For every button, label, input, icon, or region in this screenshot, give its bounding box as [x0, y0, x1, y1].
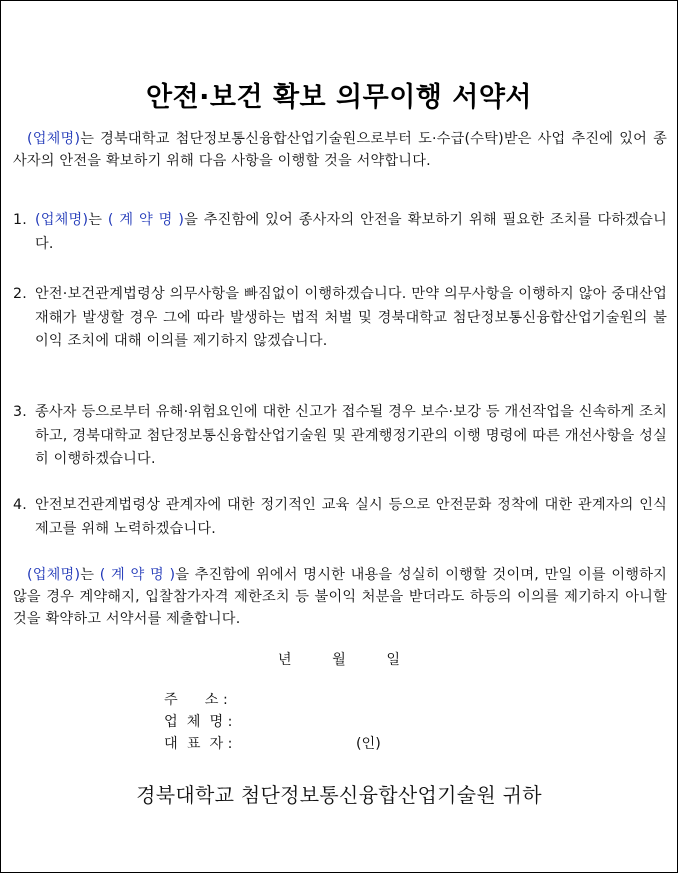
- item-number: 1.: [13, 212, 27, 228]
- item-number: 2.: [13, 286, 27, 302]
- company-placeholder: (업체명): [35, 212, 89, 228]
- item-text-part: 는: [88, 212, 108, 228]
- item-number: 4.: [13, 497, 27, 513]
- date-line: [1, 649, 677, 669]
- contract-placeholder: ( 계 약 명 ): [99, 567, 176, 583]
- company-name-label: 업 체 명 :: [164, 714, 233, 730]
- document-title: 안전·보건 확보 의무이행 서약서: [145, 82, 533, 113]
- intro-text: 는 경북대학교 첨단정보통신융합산업기술원으로부터 도·수급(수탁)받은 사업 추진에 있어 종사자의 안전을 확보하기 위해 다음 사항을 이행할 것을 서약합니다.: [13, 131, 667, 169]
- intro-paragraph: [13, 128, 667, 172]
- representative-label: 대 표 자 :: [164, 736, 233, 752]
- list-item-2: [13, 283, 667, 354]
- item-text: 안전보건관계법령상 관계자에 대한 정기적인 교육 실시 등으로 안전문화 정착에 대한 관계자의 인식 제고를 위해 노력하겠습니다.: [35, 497, 667, 537]
- company-placeholder: (업체명): [27, 131, 81, 147]
- list-item-1: [13, 209, 667, 256]
- list-item-4: [13, 494, 667, 541]
- item-number: 3.: [13, 404, 27, 420]
- list-item-3: [13, 401, 667, 472]
- address-label: 주 소 :: [164, 692, 228, 708]
- item-text: 안전·보건관계법령상 의무사항을 빠짐없이 이행하겠습니다. 만약 의무사항을 이행하지 않아 중대산업재해가 발생할 경우 그에 따라 발생하는 법적 처벌 및 경북대학교 첨단정보통신융합산업기술원의 불이익 조치에 대해 이의를 제기하지 않겠습니다.: [35, 286, 667, 349]
- recipient: 경북대학교 첨단정보통신융합산업기술원 귀하: [136, 783, 542, 807]
- date-year: 년: [277, 652, 292, 668]
- closing-text-part: 는: [80, 567, 100, 583]
- seal-mark: (인): [356, 736, 381, 752]
- closing-paragraph: [13, 564, 667, 630]
- date-day: 일: [386, 652, 401, 668]
- contract-placeholder: ( 계 약 명 ): [107, 212, 185, 228]
- closing-text: 을 추진함에 위에서 명시한 내용을 성실히 이행할 것이며, 만일 이를 이행하지 않을 경우 계약해지, 입찰참가자격 제한조치 등 불이익 처분을 받더라도 하등의 이의를 제기하지 아니할 것을 확약하고 서약서를 제출합니다.: [13, 567, 668, 627]
- item-text: 을 추진함에 있어 종사자의 안전을 확보하기 위해 필요한 조치를 다하겠습니다.: [35, 212, 667, 252]
- item-text: 종사자 등으로부터 유해·위험요인에 대한 신고가 접수될 경우 보수·보강 등 개선작업을 신속하게 조치하고, 경북대학교 첨단정보통신융합산업기술원 및 관계행정기관의 이행 명령에 따른 개선사항을 성실히 이행하겠습니다.: [35, 404, 667, 467]
- date-month: 월: [332, 652, 346, 668]
- company-placeholder: (업체명): [27, 567, 81, 583]
